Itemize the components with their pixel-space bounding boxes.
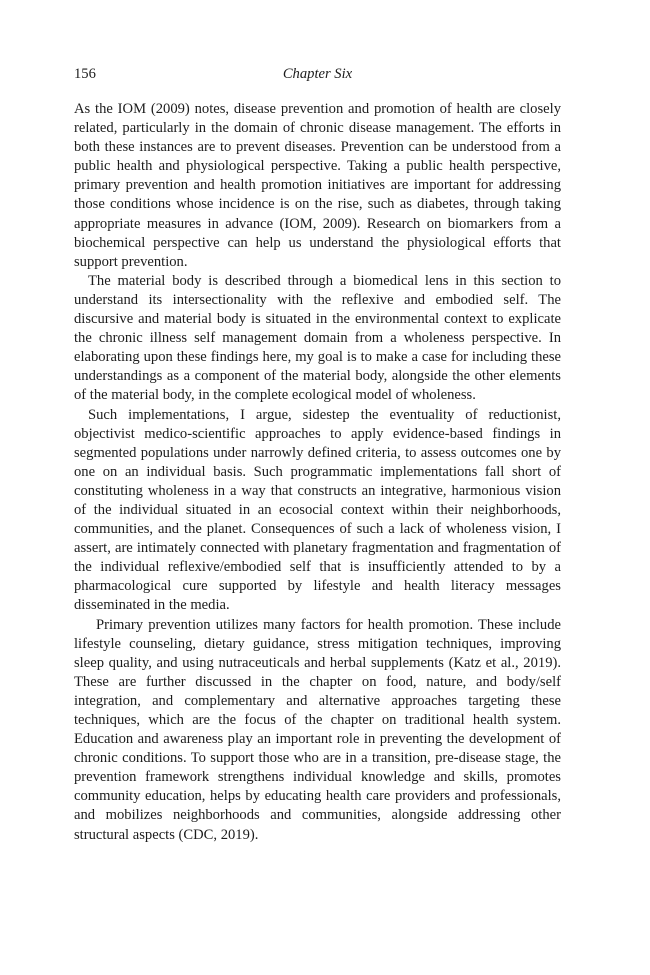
running-head: [74, 66, 561, 86]
body-text: [74, 100, 561, 845]
paragraph-primary-prevention: Primary prevention utilizes many factors for health promotion. These include lifestyle counseling, dietary guidance, stress mitigation techniques, improving sleep quality, and using nutraceuticals and herbal supplements (Katz et al., 2019). These are further discussed in the chapter on food, nature, and body/self integration, and complementary and alternative approaches targeting these techniques, which are the focus of the chapter on traditional health system. Education and awareness play an important role in preventing the development of chronic conditions. To support those who are in a transition, pre-disease stage, the prevention framework strengthens individual knowledge and skills, promotes community education, helps by educating health care providers and professionals, and mobilizes neighborhoods and communities, alongside addressing other structural aspects (CDC, 2019).: [74, 616, 561, 843]
paragraph-iom-prevention: As the IOM (2009) notes, disease prevention and promotion of health are closely related, particularly in the domain of chronic disease management. The efforts in both these instances are to prevent diseases. Prevention can be understood from a public health and physiological perspective. Taking a public health perspective, primary prevention and health promotion initiatives are important for addressing those conditions whose incidence is on the rise, such as diabetes, through taking appropriate measures in advance (IOM, 2009). Research on biomarkers from a biochemical perspective can help us understand the physiological efforts that support prevention.: [74, 101, 561, 270]
chapter-title: Chapter Six: [282, 66, 353, 82]
paragraph-material-body: The material body is described through a biomedical lens in this section to understand its intersectionality with the reflexive and embodied self. The discursive and material body is situated in the environmental context to explicate the chronic illness self management domain from a wholeness perspective. In elaborating upon these findings here, my goal is to make a case for including these understandings as a component of the material body, alongside the other elements of the material body, in the complete ecological model of wholeness.: [74, 272, 561, 404]
paragraph-implementations: Such implementations, I argue, sidestep the eventuality of reductionist, objectivist medico-scientific approaches to apply evidence-based findings in segmented populations under narrowly defined criteria, to assess outcomes one by one on an individual basis. Such programmatic implementations fall short of constituting wholeness in a way that constructs an integrative, harmonious vision of the individual situated in an ecosocial context within their neighborhoods, communities, and the planet. Consequences of such a lack of wholeness vision, I assert, are intimately connected with planetary fragmentation and fragmentation of the individual reflexive/embodied self that is insufficiently attended to by a pharmacological cure supported by lifestyle and health literacy messages disseminated in the media.: [74, 406, 561, 614]
page-number: 156: [74, 66, 96, 82]
